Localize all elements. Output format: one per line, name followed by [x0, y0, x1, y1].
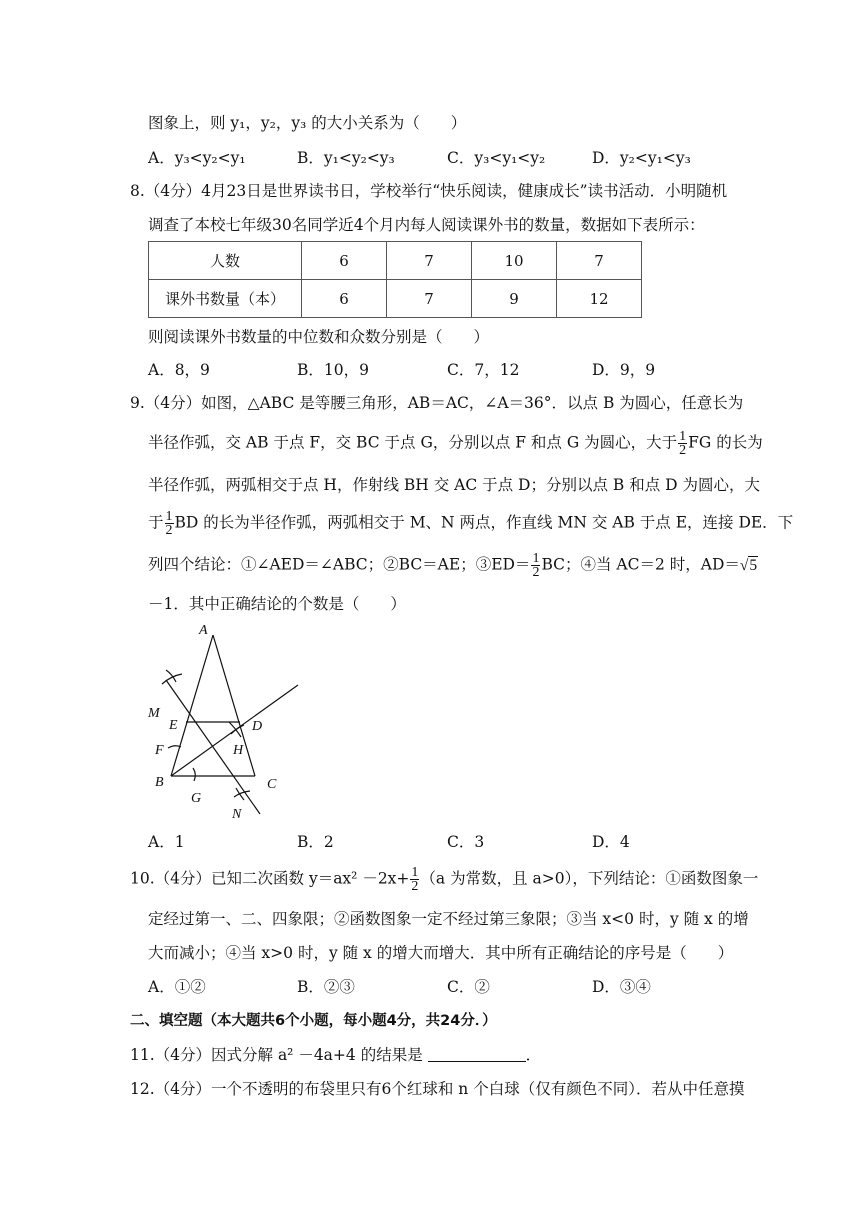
fraction-half — [678, 430, 687, 457]
table-cell: 课外书数量（本） — [149, 280, 302, 318]
fraction-denominator: 2 — [679, 443, 687, 458]
fraction-half — [410, 866, 419, 893]
table-cell: 6 — [302, 280, 387, 318]
q8-option-a[interactable]: A．8，9 — [148, 361, 210, 379]
table-cell: 7 — [557, 242, 642, 280]
q8-line-1: 8.（4分）4月23日是世界读书日，学校举行“快乐阅读，健康成长”读书活动．小明随机 — [130, 182, 728, 200]
q9-line-5a: 列四个结论：①∠AED＝∠ABC；②BC＝AE；③ED＝ — [148, 555, 531, 574]
q8-option-c[interactable]: C．7，12 — [447, 361, 520, 379]
q7-option-c[interactable]: C．y₃<y₁<y₂ — [447, 149, 546, 167]
q10-line-1a: 10.（4分）已知二次函数 y＝ax² －2x+ — [130, 869, 410, 888]
q9-line-4 — [148, 510, 793, 537]
q8-data-table — [148, 241, 642, 318]
table-cell: 10 — [472, 242, 557, 280]
q9-geometry-figure — [140, 618, 310, 828]
sqrt-radicand: 5 — [749, 556, 758, 574]
table-cell: 7 — [387, 280, 472, 318]
q7-option-a[interactable]: A．y₃<y₂<y₁ — [148, 149, 246, 167]
label-b: B — [155, 775, 164, 790]
q10-option-c[interactable]: C．② — [447, 978, 490, 996]
table-cell: 12 — [557, 280, 642, 318]
sqrt-symbol: √5 — [739, 556, 758, 574]
q9-option-c[interactable]: C．3 — [447, 833, 485, 851]
q8-option-b[interactable]: B．10，9 — [297, 361, 369, 379]
table-cell: 9 — [472, 280, 557, 318]
q9-line-5 — [148, 552, 758, 579]
q9-option-b[interactable]: B．2 — [297, 833, 334, 851]
label-e: E — [169, 718, 178, 733]
table-row — [149, 280, 642, 318]
label-n: N — [232, 807, 242, 822]
q10-line-1b: （a 为常数，且 a>0），下列结论：①函数图象一 — [420, 869, 759, 888]
q9-line-4b: BD 的长为半径作弧，两弧相交于 M、N 两点，作直线 MN 交 AB 于点 E，连接 DE．下 — [174, 513, 794, 532]
label-d: D — [252, 719, 263, 734]
q11-line — [130, 1044, 541, 1066]
label-g: G — [191, 791, 202, 806]
q10-option-b[interactable]: B．②③ — [297, 978, 355, 996]
q12-line: 12.（4分）一个不透明的布袋里只有6个红球和 n 个白球（仅有颜色不同）．若从中任意摸 — [130, 1080, 745, 1098]
q10-option-a[interactable]: A．①② — [148, 978, 206, 996]
fraction-half — [165, 510, 174, 537]
q9-line-2 — [148, 430, 763, 457]
fraction-numerator: 1 — [411, 865, 419, 880]
q9-line-5b: BC；④当 AC＝2 时，AD＝ — [541, 555, 740, 574]
q10-option-d[interactable]: D．③④ — [592, 978, 651, 996]
q10-line-3: 大而减小；④当 x>0 时，y 随 x 的增大而增大．其中所有正确结论的序号是（ ） — [148, 944, 734, 962]
side-ab — [171, 635, 213, 776]
fraction-denominator: 2 — [532, 565, 540, 580]
fraction-numerator: 1 — [532, 551, 540, 566]
label-c: C — [267, 777, 277, 792]
label-h: H — [233, 743, 244, 758]
label-f: F — [155, 743, 164, 758]
fraction-numerator: 1 — [679, 429, 687, 444]
q7-stem-end: 图象上，则 y₁，y₂，y₃ 的大小关系为（ ） — [148, 114, 467, 132]
q9-line-2a: 半径作弧，交 AB 于点 F，交 BC 于点 G，分别以点 F 和点 G 为圆心，大于 — [148, 433, 678, 452]
section-2-title: 二、填空题（本大题共6个小题，每小题4分，共24分．） — [130, 1013, 497, 1029]
label-m: M — [148, 706, 160, 721]
q8-question: 则阅读课外书数量的中位数和众数分别是（ ） — [148, 328, 490, 346]
q9-option-d[interactable]: D．4 — [592, 833, 630, 851]
q8-line-2: 调查了本校七年级30名同学近4个月内每人阅读课外书的数量，数据如下表所示： — [148, 216, 705, 234]
table-row — [149, 242, 642, 280]
table-cell: 7 — [387, 242, 472, 280]
q9-line-3: 半径作弧，两弧相交于点 H，作射线 BH 交 AC 于点 D；分别以点 B 和点 D 为圆心，大 — [148, 476, 760, 494]
q7-option-b[interactable]: B．y₁<y₂<y₃ — [297, 149, 395, 167]
fraction-denominator: 2 — [411, 879, 419, 894]
q9-line-1: 9.（4分）如图，△ABC 是等腰三角形，AB＝AC，∠A＝36°．以点 B 为圆心，任意长为 — [130, 394, 744, 412]
fraction-numerator: 1 — [165, 509, 173, 524]
q10-line-2: 定经过第一、二、四象限；②函数图象一定不经过第三象限；③当 x<0 时，y 随 x 的增 — [148, 910, 749, 928]
q10-line-1 — [130, 866, 758, 893]
table-cell: 人数 — [149, 242, 302, 280]
q9-line-2b: FG 的长为 — [688, 433, 763, 452]
label-a: A — [199, 623, 208, 638]
q7-option-d[interactable]: D．y₂<y₁<y₃ — [592, 149, 691, 167]
q11-text-b: ． — [525, 1046, 542, 1064]
fraction-denominator: 2 — [165, 523, 173, 538]
arc-g — [193, 768, 195, 781]
fraction-half — [531, 552, 540, 579]
q11-answer-blank[interactable] — [428, 1045, 526, 1062]
q8-option-d[interactable]: D．9，9 — [592, 361, 656, 379]
q9-line-4a: 于 — [148, 513, 164, 532]
q9-line-6: －1．其中正确结论的个数是（ ） — [148, 595, 406, 613]
q11-text-a: 11.（4分）因式分解 a² －4a+4 的结果是 — [130, 1046, 423, 1064]
q9-option-a[interactable]: A．1 — [148, 833, 185, 851]
table-cell: 6 — [302, 242, 387, 280]
